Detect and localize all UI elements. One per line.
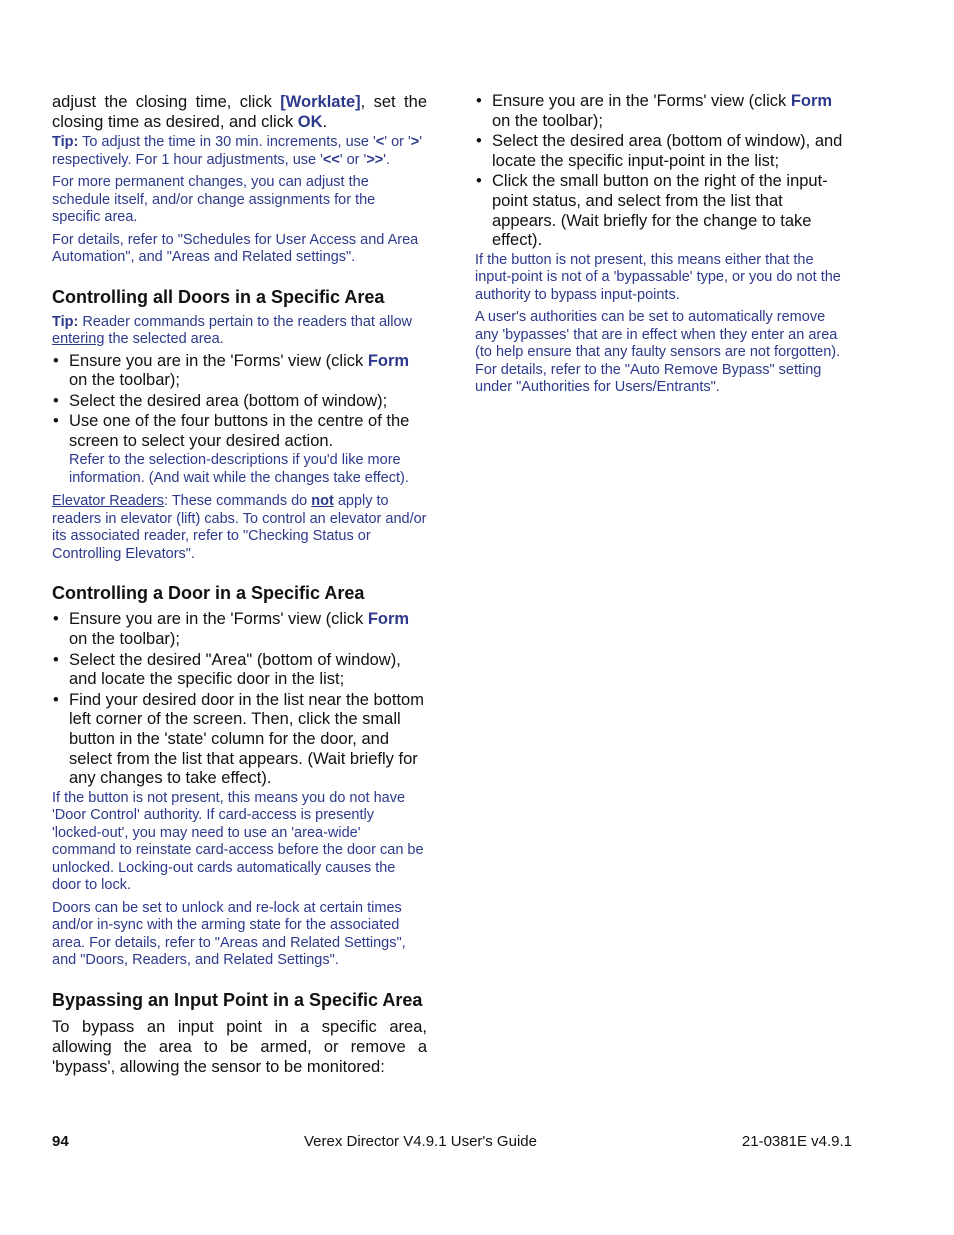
list-item (475, 92, 845, 131)
not-emphasis: not (311, 493, 334, 510)
tip-time-adjust (52, 134, 427, 169)
guide-title: Verex Director V4.9.1 User's Guide (304, 1133, 537, 1150)
door-button-note: If the button is not present, this means you do not have 'Door Control' authority. If card-access is presently 'locked-out', you may need to use an 'area-wide' command to reinstate card-access before the door can be unlocked. Locking-out cards automatically causes the door to lock. (52, 789, 424, 894)
ok-keyword: OK (297, 113, 323, 131)
text: . (322, 113, 328, 131)
worklate-keyword: [Worklate] (280, 93, 361, 111)
tip-reader-commands (52, 314, 427, 349)
text: Ensure you are in the 'Forms' view (click (69, 610, 368, 629)
text: on the toolbar); (69, 371, 180, 390)
intro-paragraph (52, 92, 427, 132)
heading-all-doors: Controlling all Doors in a Specific Area (52, 286, 385, 307)
entering-underlined: entering (52, 331, 105, 347)
key-ggt: >> (366, 151, 384, 168)
tip-label: Tip: (52, 313, 79, 330)
a-door-steps (52, 610, 427, 788)
page-number: 94 (52, 1133, 69, 1150)
text: : These commands do (164, 493, 312, 510)
text: To adjust the time in 30 min. increments, use ' (78, 134, 376, 150)
text: on the toolbar); (69, 630, 180, 649)
page-footer (52, 1133, 852, 1153)
document-id: 21-0381E v4.9.1 (741, 1133, 852, 1150)
list-item (52, 352, 427, 391)
text: '. (383, 151, 391, 168)
door-schedule-note: Doors can be set to unlock and re-lock at certain times and/or in-sync with the arming state for the associated area. For details, refer to "Areas and Related Settings", and "Doors, Readers, and Related Settings". (52, 899, 406, 969)
note-permanent-changes: For more permanent changes, you can adjust the schedule itself, and/or change assignments for the specific area. (52, 174, 376, 225)
selection-note: Refer to the selection-descriptions if you'd like more information. (And wait while the changes take effect). (69, 452, 409, 486)
elevator-readers-link[interactable]: Elevator Readers (52, 493, 165, 510)
text: the selected area. (104, 331, 224, 347)
left-column (52, 92, 427, 1079)
text: Reader commands pertain to the readers that allow (78, 313, 412, 330)
form-keyword: Form (790, 92, 833, 110)
text: ' respectively. For 1 hour adjustments, use ' (52, 134, 423, 168)
text: ' or ' (384, 134, 411, 150)
text: on the toolbar); (492, 111, 603, 130)
text: apply to readers in elevator (lift) cabs. To control an elevator and/or its associated reader, refer to "Checking Status or Controlling Elevators". (52, 493, 427, 562)
tip-label: Tip: (52, 134, 79, 150)
list-item: • Find your desired door in the list near the bottom left corner of the screen. Then, click the small button in the 'state' column for the door, and select from the list that appears. (Wait briefly for any changes to take effect). (52, 691, 427, 789)
text: Ensure you are in the 'Forms' view (click (492, 92, 791, 110)
heading-bypass: Bypassing an Input Point in a Specific Area (52, 989, 423, 1010)
right-column (475, 92, 845, 400)
list-item: • Use one of the four buttons in the centre of the screen to select your desired action. (52, 412, 427, 451)
note-details: For details, refer to "Schedules for User Access and Area Automation", and "Areas and Related settings". (52, 231, 419, 265)
bypass-steps (475, 92, 845, 251)
list-item: • Select the desired area (bottom of window), and locate the specific input-point in the list; (475, 132, 845, 171)
all-doors-steps (52, 352, 427, 452)
text: , set the closing time as desired, and click (52, 93, 427, 131)
bypass-intro: To bypass an input point in a specific area, allowing the area to be armed, or remove a 'bypass', allowing the sensor to be monitored: (52, 1017, 427, 1076)
list-item: • Select the desired "Area" (bottom of window), and locate the specific door in the list; (52, 651, 427, 690)
list-item: • Click the small button on the right of the input-point status, and select from the list that appears. (Wait briefly for the change to take effect). (475, 172, 845, 250)
form-keyword: Form (367, 610, 410, 629)
text: Ensure you are in the 'Forms' view (click (69, 351, 368, 370)
key-gt: > (410, 134, 420, 150)
form-keyword: Form (367, 351, 410, 370)
text: ' or ' (339, 151, 367, 168)
elevator-note (52, 493, 427, 563)
list-item: • Select the desired area (bottom of window); (52, 392, 427, 412)
text: adjust the closing time, click (52, 93, 281, 111)
key-lt: < (375, 134, 385, 150)
list-item (52, 610, 427, 649)
heading-a-door: Controlling a Door in a Specific Area (52, 583, 365, 604)
key-llt: << (322, 151, 340, 168)
auto-remove-note: A user's authorities can be set to automatically remove any 'bypasses' that are in effect when they enter an area (to help ensure that any faulty sensors are not forgotten). For details, refer to the "Auto Remove Bypass" setting under "Authorities for Users/Entrants". (475, 309, 841, 396)
bypass-button-note: If the button is not present, this means either that the input-point is not of a 'bypassable' type, or you do not the authority to bypass input-points. (475, 251, 841, 303)
